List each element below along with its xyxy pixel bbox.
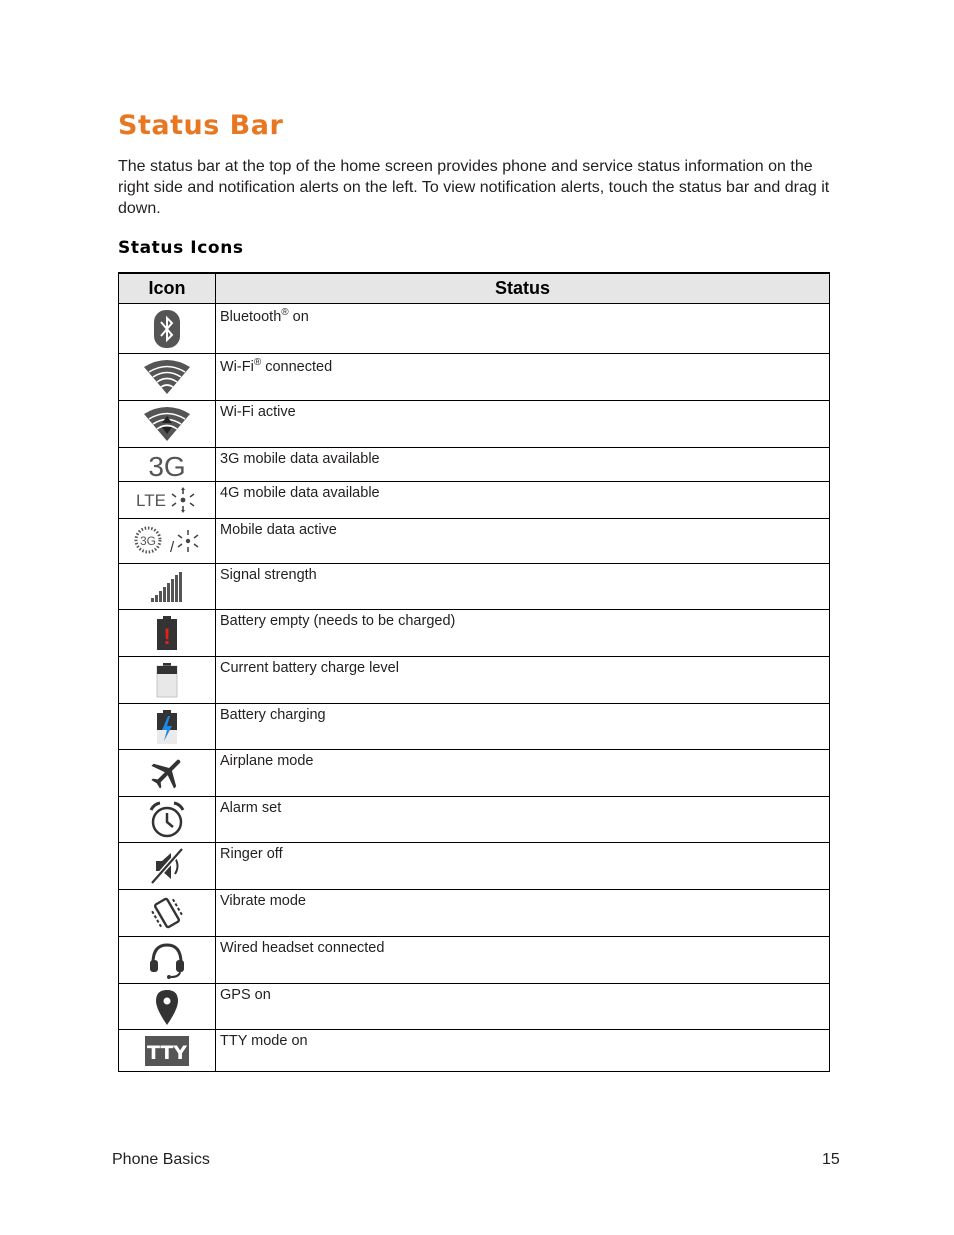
status-column-header: Status — [216, 273, 830, 304]
table-row — [119, 448, 830, 482]
table-row — [119, 354, 830, 401]
alarm-icon — [148, 801, 186, 839]
table-row — [119, 984, 830, 1030]
lte-icon — [135, 487, 199, 513]
status-label: 3G mobile data available — [216, 448, 830, 482]
status-label: Signal strength — [216, 564, 830, 610]
status-label: Ringer off — [216, 843, 830, 890]
table-row — [119, 704, 830, 750]
mobile-data-3g-text: 3G — [139, 534, 157, 548]
page-title: Status Bar — [118, 110, 284, 141]
table-row — [119, 401, 830, 448]
3g-icon-text: 3G — [148, 450, 186, 480]
tty-icon — [145, 1036, 189, 1066]
table-row — [119, 1030, 830, 1072]
table-row — [119, 890, 830, 937]
table-row — [119, 610, 830, 657]
bluetooth-icon — [153, 309, 181, 349]
battery-level-icon — [155, 662, 179, 698]
registered-mark: ® — [253, 357, 262, 368]
tty-icon-text: TTY — [146, 1041, 188, 1064]
lte-icon-text: LTE — [136, 491, 166, 510]
table-row — [119, 564, 830, 610]
table-header-row — [119, 273, 830, 304]
table-row — [119, 937, 830, 984]
table-row — [119, 304, 830, 354]
icon-separator: / — [170, 539, 175, 556]
status-label-suffix: on — [288, 308, 309, 325]
status-label: Mobile data active — [216, 519, 830, 564]
status-label: Airplane mode — [216, 750, 830, 797]
battery-empty-icon — [155, 615, 179, 651]
status-label: Battery charging — [216, 704, 830, 750]
table-row — [119, 482, 830, 519]
status-label: Wired headset connected — [216, 937, 830, 984]
signal-strength-icon — [150, 571, 184, 603]
table-row — [119, 750, 830, 797]
mobile-data-active-icon — [132, 523, 202, 559]
status-label: Alarm set — [216, 797, 830, 843]
status-label: Wi-Fi active — [216, 401, 830, 448]
icon-column-header: Icon — [119, 273, 216, 304]
battery-charging-icon — [155, 709, 179, 745]
status-label-suffix: connected — [261, 358, 333, 375]
table-row — [119, 657, 830, 704]
headset-icon — [148, 941, 186, 979]
table-row — [119, 519, 830, 564]
status-label: Wi-Fi — [220, 358, 254, 375]
wifi-active-icon — [143, 406, 191, 442]
status-label: Vibrate mode — [216, 890, 830, 937]
status-label: GPS on — [216, 984, 830, 1030]
status-icons-table — [118, 272, 830, 1072]
3g-icon — [145, 450, 189, 480]
section-heading: Status Icons — [118, 238, 244, 258]
status-label: Battery empty (needs to be charged) — [216, 610, 830, 657]
intro-paragraph: The status bar at the top of the home screen provides phone and service status information on the right side and notification alerts on the left. To view notification alerts, touch the status bar and drag it down. — [118, 158, 830, 217]
registered-mark: ® — [281, 307, 289, 318]
table-row — [119, 797, 830, 843]
gps-icon — [154, 988, 180, 1026]
footer-section-name: Phone Basics — [112, 1151, 210, 1168]
vibrate-icon — [149, 894, 185, 932]
battery-empty-mark: ! — [163, 624, 171, 649]
status-label: TTY mode on — [216, 1030, 830, 1072]
airplane-icon — [148, 754, 186, 792]
wifi-connected-icon — [143, 359, 191, 395]
status-label: Current battery charge level — [216, 657, 830, 704]
status-label: 4G mobile data available — [216, 482, 830, 519]
page-number: 15 — [822, 1151, 840, 1168]
status-label: Bluetooth — [220, 308, 282, 325]
ringer-off-icon — [149, 847, 185, 885]
table-row — [119, 843, 830, 890]
